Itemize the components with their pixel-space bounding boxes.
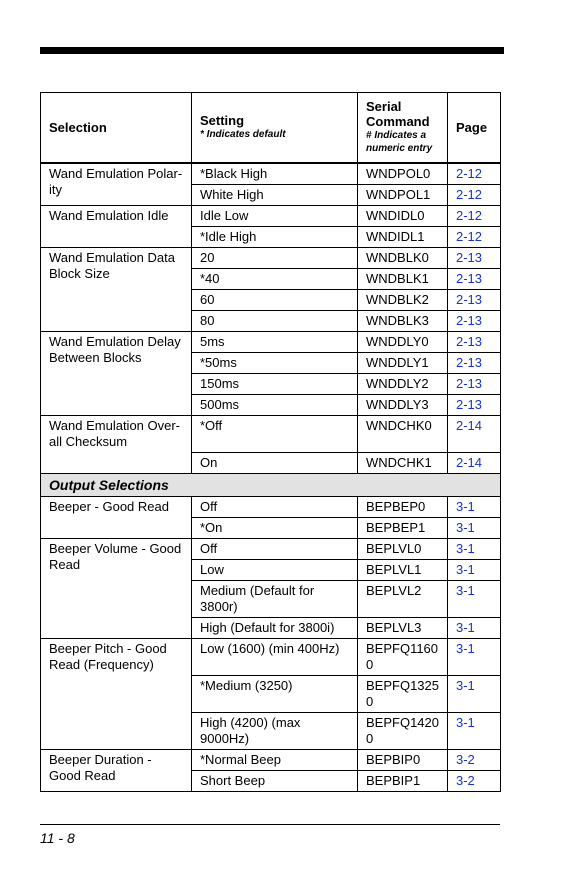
cell-selection: Wand Emulation Data Block Size xyxy=(41,247,192,331)
cell-serial-command: WNDCHK1 xyxy=(358,452,448,473)
cell-page xyxy=(448,415,501,452)
cell-setting: *Medium (3250) xyxy=(192,675,358,712)
page-link[interactable]: 2-12 xyxy=(456,207,483,223)
cell-page xyxy=(448,184,501,205)
page-link[interactable]: 2-12 xyxy=(456,186,483,202)
cell-setting: On xyxy=(192,452,358,473)
table-row xyxy=(41,331,501,352)
cell-serial-command: BEPFQ11600 xyxy=(358,638,448,675)
cell-serial-command: BEPLVL1 xyxy=(358,559,448,580)
table-row xyxy=(41,538,501,559)
cell-serial-command: WNDBLK0 xyxy=(358,247,448,268)
cell-serial-command: WNDPOL1 xyxy=(358,184,448,205)
page-link[interactable]: 2-13 xyxy=(456,291,483,307)
cell-page xyxy=(448,247,501,268)
cell-page xyxy=(448,268,501,289)
page-link[interactable]: 2-13 xyxy=(456,333,483,349)
page-number: 11 - 8 xyxy=(40,830,75,846)
cell-page xyxy=(448,452,501,473)
cell-page xyxy=(448,331,501,352)
cell-serial-command: WNDBLK1 xyxy=(358,268,448,289)
cell-page xyxy=(448,205,501,226)
cell-serial-command: BEPBEP0 xyxy=(358,496,448,517)
cell-setting: *Normal Beep xyxy=(192,749,358,770)
cell-setting: 20 xyxy=(192,247,358,268)
cell-selection: Wand Emulation Over-all Checksum xyxy=(41,415,192,473)
cell-setting: Medium (Default for 3800r) xyxy=(192,580,358,617)
cell-serial-command: WNDCHK0 xyxy=(358,415,448,452)
top-rule xyxy=(40,47,504,54)
cell-selection: Beeper Pitch - Good Read (Frequency) xyxy=(41,638,192,749)
page-link[interactable]: 3-2 xyxy=(456,772,475,788)
page-link[interactable]: 2-13 xyxy=(456,396,483,412)
cell-setting: 5ms xyxy=(192,331,358,352)
cell-selection: Beeper Volume - Good Read xyxy=(41,538,192,638)
table-body xyxy=(41,163,501,792)
header-setting: Setting * Indicates default xyxy=(192,93,358,163)
cell-page xyxy=(448,289,501,310)
cell-page xyxy=(448,712,501,749)
cell-selection: Beeper Duration - Good Read xyxy=(41,749,192,791)
table-row xyxy=(41,205,501,226)
cell-page xyxy=(448,163,501,185)
cell-setting: *40 xyxy=(192,268,358,289)
page-link[interactable]: 2-13 xyxy=(456,312,483,328)
cell-serial-command: WNDDLY3 xyxy=(358,394,448,415)
cell-page xyxy=(448,638,501,675)
cell-setting: *50ms xyxy=(192,352,358,373)
page-link[interactable]: 3-1 xyxy=(456,714,475,730)
table-row xyxy=(41,163,501,185)
cell-selection: Beeper - Good Read xyxy=(41,496,192,538)
bottom-rule xyxy=(40,824,500,825)
page-link[interactable]: 3-1 xyxy=(456,519,475,535)
cell-page xyxy=(448,496,501,517)
cell-setting: *Off xyxy=(192,415,358,452)
cell-page xyxy=(448,517,501,538)
cell-serial-command: BEPLVL0 xyxy=(358,538,448,559)
table-row xyxy=(41,247,501,268)
cell-serial-command: BEPLVL2 xyxy=(358,580,448,617)
cell-page xyxy=(448,749,501,770)
section-header-row xyxy=(41,473,501,496)
page-link[interactable]: 3-1 xyxy=(456,561,475,577)
table-row xyxy=(41,415,501,452)
cell-serial-command: BEPFQ13250 xyxy=(358,675,448,712)
cell-setting: *On xyxy=(192,517,358,538)
cell-serial-command: BEPBIP0 xyxy=(358,749,448,770)
cell-setting: 60 xyxy=(192,289,358,310)
page-link[interactable]: 3-1 xyxy=(456,498,475,514)
page-link[interactable]: 2-13 xyxy=(456,375,483,391)
cell-selection: Wand Emulation Polar-ity xyxy=(41,163,192,206)
cell-setting: White High xyxy=(192,184,358,205)
cell-page xyxy=(448,617,501,638)
page-link[interactable]: 2-12 xyxy=(456,165,483,181)
page-link[interactable]: 3-1 xyxy=(456,640,475,656)
cell-setting: 80 xyxy=(192,310,358,331)
cell-selection: Wand Emulation Delay Between Blocks xyxy=(41,331,192,415)
cell-page xyxy=(448,559,501,580)
cell-serial-command: BEPFQ14200 xyxy=(358,712,448,749)
page-link[interactable]: 3-1 xyxy=(456,677,475,693)
cell-serial-command: BEPBEP1 xyxy=(358,517,448,538)
cell-setting: Low (1600) (min 400Hz) xyxy=(192,638,358,675)
cell-serial-command: WNDDLY0 xyxy=(358,331,448,352)
cell-serial-command: BEPLVL3 xyxy=(358,617,448,638)
header-selection: Selection xyxy=(41,93,192,163)
cell-setting: 150ms xyxy=(192,373,358,394)
page-link[interactable]: 2-14 xyxy=(456,417,483,433)
header-page: Page xyxy=(448,93,501,163)
cell-serial-command: WNDIDL0 xyxy=(358,205,448,226)
cell-serial-command: WNDDLY2 xyxy=(358,373,448,394)
cell-page xyxy=(448,580,501,617)
cell-page xyxy=(448,226,501,247)
cell-serial-command: BEPBIP1 xyxy=(358,770,448,791)
table-row xyxy=(41,496,501,517)
cell-setting: 500ms xyxy=(192,394,358,415)
cell-serial-command: WNDDLY1 xyxy=(358,352,448,373)
cell-page xyxy=(448,310,501,331)
cell-setting: High (Default for 3800i) xyxy=(192,617,358,638)
cell-page xyxy=(448,373,501,394)
header-serial-command: Serial Command # Indicates a numeric entry xyxy=(358,93,448,163)
page-link[interactable]: 3-1 xyxy=(456,619,475,635)
page-link[interactable]: 3-1 xyxy=(456,582,475,598)
cell-setting: Low xyxy=(192,559,358,580)
cell-serial-command: WNDPOL0 xyxy=(358,163,448,185)
cell-page xyxy=(448,538,501,559)
table-row xyxy=(41,638,501,675)
cell-serial-command: WNDIDL1 xyxy=(358,226,448,247)
cell-selection: Wand Emulation Idle xyxy=(41,205,192,247)
page-link[interactable]: 3-1 xyxy=(456,540,475,556)
page-link[interactable]: 3-2 xyxy=(456,751,475,767)
cell-setting: Off xyxy=(192,496,358,517)
page-link[interactable]: 2-13 xyxy=(456,270,483,286)
serial-command-table xyxy=(40,92,501,792)
cell-page xyxy=(448,352,501,373)
page-link[interactable]: 2-14 xyxy=(456,454,483,470)
cell-serial-command: WNDBLK2 xyxy=(358,289,448,310)
table-row xyxy=(41,749,501,770)
cell-setting: Short Beep xyxy=(192,770,358,791)
cell-setting: *Black High xyxy=(192,163,358,185)
cell-setting: *Idle High xyxy=(192,226,358,247)
cell-page xyxy=(448,394,501,415)
cell-setting: Idle Low xyxy=(192,205,358,226)
cell-page xyxy=(448,675,501,712)
page-link[interactable]: 2-12 xyxy=(456,228,483,244)
page-link[interactable]: 2-13 xyxy=(456,249,483,265)
table-header-row xyxy=(41,93,501,163)
section-title: Output Selections xyxy=(41,473,501,496)
cell-page xyxy=(448,770,501,791)
cell-setting: High (4200) (max 9000Hz) xyxy=(192,712,358,749)
page-link[interactable]: 2-13 xyxy=(456,354,483,370)
cell-serial-command: WNDBLK3 xyxy=(358,310,448,331)
cell-setting: Off xyxy=(192,538,358,559)
